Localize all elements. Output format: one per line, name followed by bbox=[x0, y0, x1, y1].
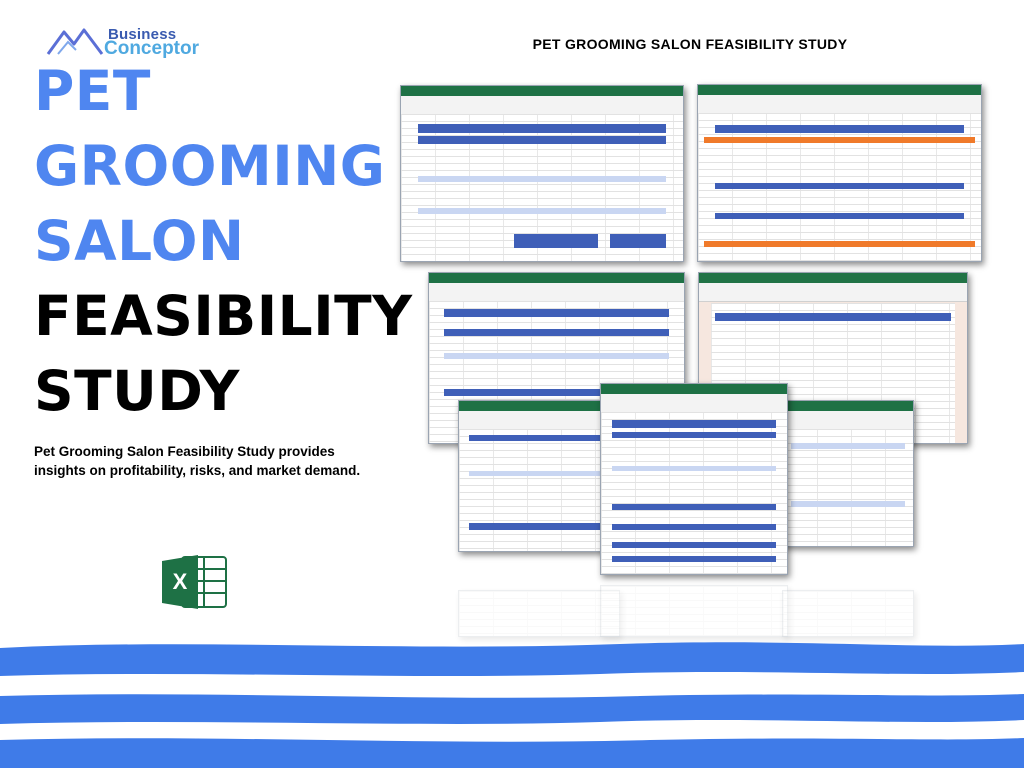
spreadsheet-screenshot-summary bbox=[697, 84, 982, 262]
screenshot-reflection bbox=[782, 590, 914, 637]
business-conceptor-logo bbox=[46, 24, 206, 58]
screenshot-reflection bbox=[458, 590, 620, 637]
spreadsheet-screenshot-income-statement bbox=[600, 383, 788, 575]
svg-text:X: X bbox=[172, 569, 188, 594]
spreadsheet-screenshot-assumptions bbox=[458, 400, 620, 552]
title-line-5: STUDY bbox=[34, 359, 240, 423]
title-line-2: GROOMING bbox=[34, 134, 386, 198]
logo-text-business: Business bbox=[108, 26, 177, 43]
screenshot-reflection bbox=[600, 585, 788, 637]
excel-icon bbox=[160, 553, 228, 611]
spreadsheet-screenshot-ratios bbox=[782, 400, 914, 547]
title-line-3: SALON bbox=[34, 209, 245, 273]
mountain-logo-icon bbox=[46, 26, 106, 56]
header-title: PET GROOMING SALON FEASIBILITY STUDY bbox=[532, 36, 848, 52]
title-line-1: PET bbox=[34, 59, 151, 123]
title-line-4: FEASIBILITY bbox=[34, 284, 413, 348]
logo-text-conceptor: Conceptor bbox=[104, 38, 199, 59]
spreadsheet-screenshot-revenue bbox=[400, 85, 684, 262]
description: Pet Grooming Salon Feasibility Study provides insights on profitability, risks, and market demand. bbox=[34, 444, 361, 478]
decorative-stripes bbox=[0, 636, 1024, 768]
